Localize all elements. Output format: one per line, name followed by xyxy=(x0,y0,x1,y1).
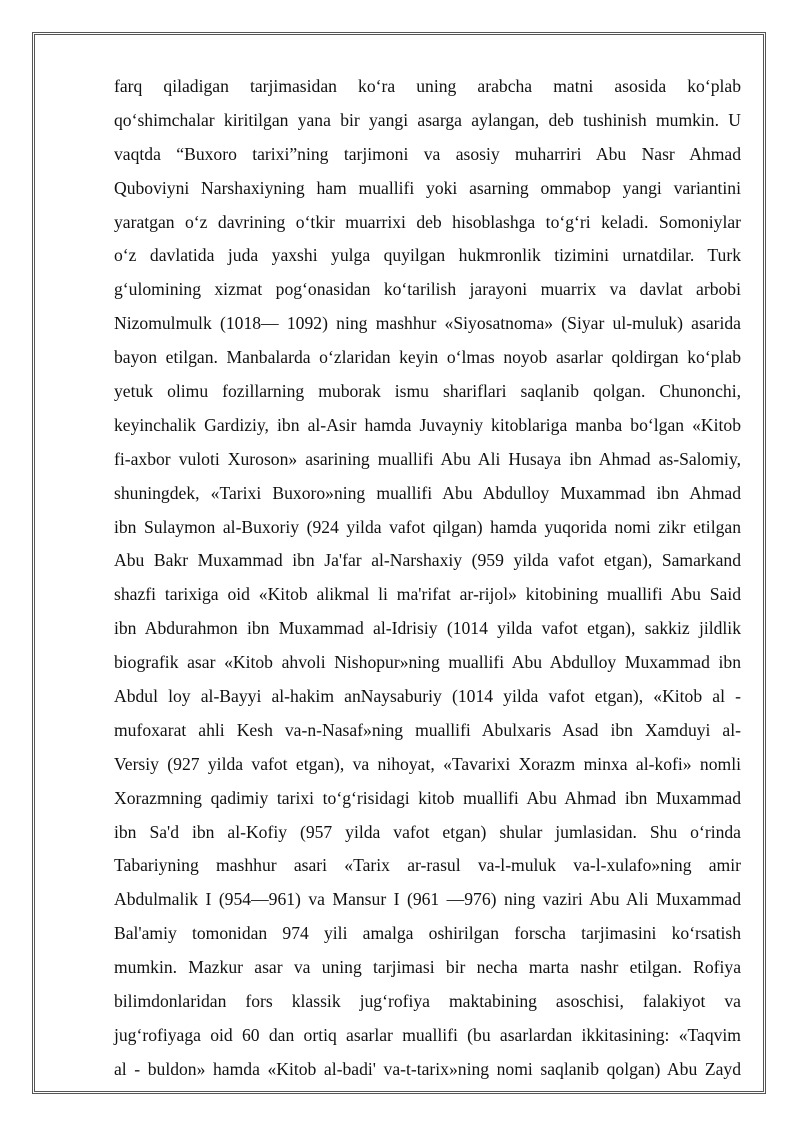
text-line: yetuk olimu fozillarning muborak ismu shariflari saqlanib qolgan. Chunonchi, xyxy=(114,381,741,402)
text-line: shuningdek, «Tarixi Buxoro»ning muallifi Abu Abdulloy Muxammad ibn Ahmad xyxy=(114,482,741,503)
text-line: ibn Sulaymon al-Buxoriy (924 yilda vafot qilgan) hamda yuqorida nomi zikr etilgan xyxy=(114,516,741,537)
text-line: bayon etilgan. Manbalarda o‘zlaridan keyin o‘lmas noyob asarlar qoldirgan ko‘plab xyxy=(114,347,741,368)
text-line: o‘z davlatida juda yaxshi yulga quyilgan hukmronlik tizimini urnatdilar. Turk xyxy=(114,245,741,266)
text-line: Tabariyning mashhur asari «Tarix ar-rasul va-l-muluk va-l-xulafo»ning amir xyxy=(114,855,741,876)
text-line: jug‘rofiyaga oid 60 dan ortiq asarlar muallifi (bu asarlardan ikkitasining: «Taqvim xyxy=(114,1024,741,1045)
text-line: fi-axbor vuloti Xuroson» asarining muallifi Abu Ali Husaya ibn Ahmad as-Salomiy, xyxy=(114,448,741,469)
text-line: Abdulmalik I (954—961) va Mansur I (961 —976) ning vaziri Abu Ali Muxammad xyxy=(114,889,741,910)
text-line: al - buldon» hamda «Kitob al-badi' va-t-tarix»ning nomi saqlanib qolgan) Abu Zayd xyxy=(114,1058,741,1079)
text-line: Abdul loy al-Bayyi al-hakim anNaysaburiy (1014 yilda vafot etgan), «Kitob al - xyxy=(114,686,741,707)
text-line: ibn Abdurahmon ibn Muxammad al-Idrisiy (1014 yilda vafot etgan), sakkiz jildlik xyxy=(114,618,741,639)
text-line: vaqtda “Buxoro tarixi”ning tarjimoni va asosiy muharriri Abu Nasr Ahmad xyxy=(114,143,741,164)
text-line: yaratgan o‘z davrining o‘tkir muarrixi deb hisoblashga to‘g‘ri keladi. Somoniylar xyxy=(114,211,741,232)
text-line: farq qiladigan tarjimasidan ko‘ra uning arabcha matni asosida ko‘plab xyxy=(114,76,741,96)
text-line: bilimdonlaridan fors klassik jug‘rofiya maktabining asoschisi, falakiyot va xyxy=(114,991,741,1012)
text-line: mufoxarat ahli Kesh va-n-Nasaf»ning muallifi Abulxaris Asad ibn Xamduyi al- xyxy=(114,719,741,740)
text-line: Quboviyni Narshaxiyning ham muallifi yoki asarning ommabop yangi variantini xyxy=(114,177,741,198)
text-line: mumkin. Mazkur asar va uning tarjimasi bir necha marta nashr etilgan. Rofiya xyxy=(114,957,741,978)
text-line: Bal'amiy tomonidan 974 yili amalga oshirilgan forscha tarjimasini ko‘rsatish xyxy=(114,923,741,944)
text-line: Xorazmning qadimiy tarixi to‘g‘risidagi kitob muallifi Abu Ahmad ibn Muxammad xyxy=(114,787,741,808)
text-line: Versiy (927 yilda vafot etgan), va nihoyat, «Tavarixi Xorazm minxa al-kofi» nomli xyxy=(114,753,741,774)
text-line: biografik asar «Kitob ahvoli Nishopur»ning muallifi Abu Abdulloy Muxammad ibn xyxy=(114,652,741,673)
text-line: shazfi tarixiga oid «Kitob alikmal li ma'rifat ar-rijol» kitobining muallifi Abu Said xyxy=(114,584,741,605)
text-line: Nizomulmulk (1018— 1092) ning mashhur «Siyosatnoma» (Siyar ul-muluk) asarida xyxy=(114,313,741,334)
text-line: g‘ulomining xizmat pog‘onasidan ko‘tarilish jarayoni muarrix va davlat arbobi xyxy=(114,279,741,300)
text-line: ibn Sa'd ibn al-Kofiy (957 yilda vafot etgan) shular jumlasidan. Shu o‘rinda xyxy=(114,821,741,842)
text-line: keyinchalik Gardiziy, ibn al-Asir hamda Juvayniy kitoblariga manba bo‘lgan «Kitob xyxy=(114,414,741,435)
text-line: Abu Bakr Muxammad ibn Ja'far al-Narshaxiy (959 yilda vafot etgan), Samarkand xyxy=(114,550,741,571)
text-line: qo‘shimchalar kiritilgan yana bir yangi asarga aylangan, deb tushinish mumkin. U xyxy=(114,109,741,130)
body-text xyxy=(114,70,741,1087)
